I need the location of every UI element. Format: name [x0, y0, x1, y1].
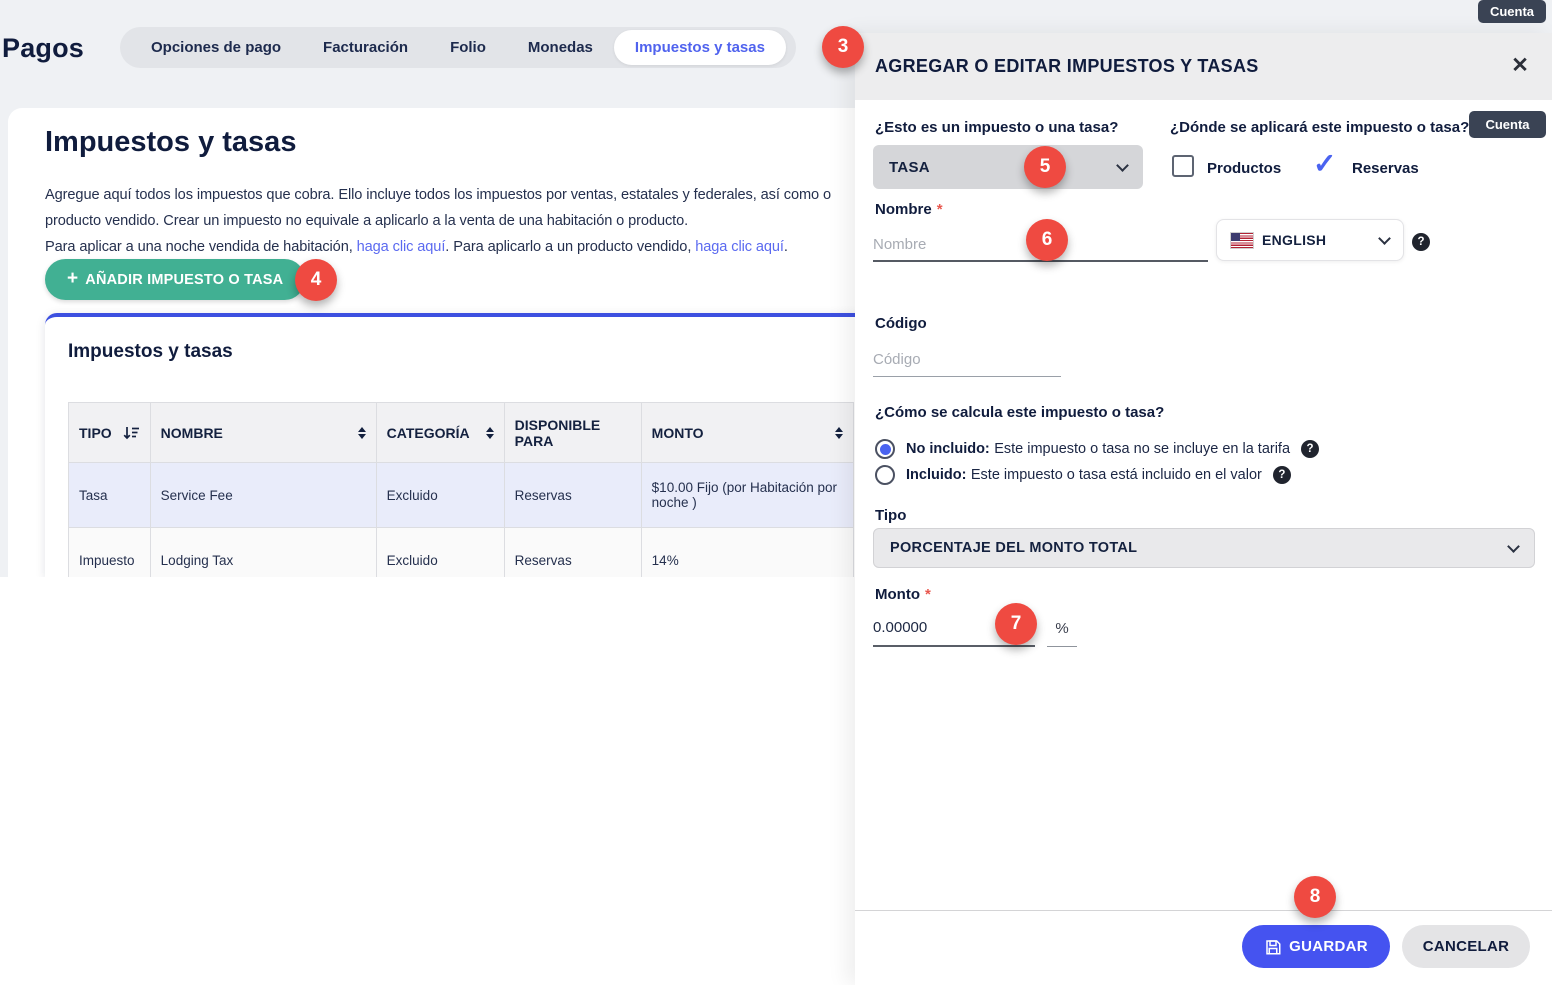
plus-icon: + [67, 267, 79, 289]
tab-facturacion[interactable]: Facturación [323, 39, 409, 56]
annotation-badge-5: 5 [1024, 146, 1066, 188]
cell-categoria: Excluido [376, 463, 504, 528]
save-icon [1264, 938, 1282, 956]
reservas-checkbox-label[interactable]: Reservas [1352, 160, 1419, 177]
question-type-label: ¿Esto es un impuesto o una tasa? [875, 119, 1119, 136]
cell-tipo: Impuesto [69, 528, 151, 578]
tab-bar [120, 27, 796, 68]
reservas-check-icon[interactable]: ✓ [1313, 148, 1337, 179]
radio-row-incluido [875, 465, 1291, 485]
help-icon[interactable]: ? [1273, 466, 1291, 484]
type-select-value: TASA [889, 158, 930, 176]
codigo-field-wrap [873, 343, 1061, 377]
table-row[interactable] [69, 528, 854, 578]
cell-tipo: Tasa [69, 463, 151, 528]
help-icon[interactable]: ? [1301, 440, 1319, 458]
tipo-select[interactable] [873, 528, 1535, 568]
column-header-monto[interactable] [641, 403, 853, 463]
language-select[interactable] [1216, 219, 1404, 261]
nombre-label [875, 201, 943, 218]
save-button[interactable] [1242, 925, 1390, 968]
page-heading: Impuestos y tasas [45, 126, 297, 158]
cell-disponible: Reservas [504, 463, 641, 528]
annotation-badge-7: 7 [995, 603, 1037, 645]
column-header-categoria[interactable] [376, 403, 504, 463]
productos-checkbox-label[interactable]: Productos [1207, 160, 1282, 177]
column-header-nombre-label: NOMBRE [160, 424, 223, 441]
cell-monto: $10.00 Fijo (por Habitación por noche ) [641, 463, 853, 528]
panel-title: AGREGAR O EDITAR IMPUESTOS Y TASAS [875, 56, 1259, 76]
tab-folio[interactable]: Folio [450, 39, 486, 56]
annotation-badge-8: 8 [1294, 876, 1336, 918]
footer-divider [855, 910, 1552, 911]
add-tax-button[interactable] [45, 259, 305, 300]
language-select-value: ENGLISH [1262, 232, 1327, 248]
productos-checkbox[interactable] [1172, 155, 1194, 177]
no-incluido-desc: Este impuesto o tasa no se incluye en la tarifa [994, 441, 1291, 457]
save-button-label: GUARDAR [1289, 938, 1368, 955]
percent-suffix: % [1047, 620, 1077, 647]
no-incluido-bold: No incluido: [906, 441, 990, 457]
taxes-table [68, 402, 854, 577]
annotation-badge-4: 4 [295, 259, 337, 301]
monto-label [875, 586, 931, 603]
tab-monedas[interactable]: Monedas [527, 39, 593, 56]
description-line-3-text-2: . Para aplicarlo a un producto vendido, [445, 239, 696, 255]
cancel-button-label: CANCELAR [1422, 938, 1510, 955]
table-header-row [69, 403, 854, 463]
column-header-monto-label: MONTO [651, 424, 704, 441]
description-line-3-text-3: . [783, 239, 788, 255]
question-where-label: ¿Dónde se aplicará este impuesto o tasa? [1170, 119, 1470, 136]
chevron-down-icon [1116, 159, 1129, 172]
description-line-3-text-1: Para aplicar a una noche vendida de habitación, [45, 239, 357, 255]
panel-header [855, 33, 1552, 100]
column-header-tipo-label: TIPO [79, 424, 112, 441]
description-line-2: producto vendido. Crear un impuesto no equivale a aplicarlo a la venta de una habitación o producto. [45, 213, 689, 229]
description-line-1: Agregue aquí todos los impuestos que cobra. Ello incluye todos los impuestos por ventas, estatales y federales, así como o [45, 187, 832, 203]
sort-toggle-icon [358, 427, 366, 439]
sort-amount-icon [123, 425, 140, 441]
radio-row-no-incluido [875, 439, 1319, 459]
cell-nombre: Service Fee [150, 463, 376, 528]
table-row[interactable] [69, 463, 854, 528]
incluido-bold: Incluido: [906, 467, 967, 483]
column-header-nombre[interactable] [150, 403, 376, 463]
type-select[interactable] [873, 145, 1143, 189]
page-title: Pagos [2, 33, 85, 63]
description-text [45, 182, 831, 260]
cuenta-tooltip: Cuenta [1478, 0, 1546, 23]
close-icon[interactable]: ✕ [1511, 53, 1529, 77]
monto-label-text: Monto [875, 586, 920, 603]
annotation-badge-6: 6 [1026, 219, 1068, 261]
column-header-categoria-label: CATEGORÍA [386, 424, 470, 441]
cell-categoria: Excluido [376, 528, 504, 578]
chevron-down-icon [1507, 540, 1520, 553]
edit-tax-panel [855, 33, 1552, 985]
nombre-label-text: Nombre [875, 201, 932, 218]
incluido-text [906, 466, 1262, 484]
required-asterisk: * [936, 201, 943, 218]
tab-opciones-de-pago[interactable]: Opciones de pago [151, 39, 282, 56]
card-title: Impuestos y tasas [68, 341, 233, 362]
codigo-label: Código [875, 315, 927, 332]
us-flag-icon [1231, 233, 1253, 248]
cell-nombre: Lodging Tax [150, 528, 376, 578]
cancel-button[interactable] [1402, 925, 1530, 968]
link-aplicar-producto[interactable]: haga clic aquí [695, 239, 784, 255]
annotation-badge-3: 3 [822, 26, 864, 68]
cell-monto: 14% [641, 528, 853, 578]
tab-impuestos-y-tasas[interactable]: Impuestos y tasas [614, 30, 786, 65]
no-incluido-radio[interactable] [875, 439, 895, 459]
tipo-select-value: PORCENTAJE DEL MONTO TOTAL [890, 540, 1138, 556]
sort-toggle-icon [835, 427, 843, 439]
column-header-disponible[interactable] [504, 403, 641, 463]
cuenta-tooltip: Cuenta [1469, 111, 1546, 138]
incluido-radio[interactable] [875, 465, 895, 485]
help-icon[interactable]: ? [1412, 233, 1430, 251]
add-tax-button-label: AÑADIR IMPUESTO O TASA [85, 271, 284, 288]
chevron-down-icon [1378, 232, 1391, 245]
question-calc-label: ¿Cómo se calcula este impuesto o tasa? [875, 404, 1165, 421]
link-aplicar-habitacion[interactable]: haga clic aquí [356, 239, 446, 255]
column-header-disponible-label: DISPONIBLE PARA [514, 416, 601, 449]
codigo-input[interactable] [873, 343, 1061, 375]
description-line-3 [45, 234, 831, 260]
column-header-tipo[interactable] [69, 403, 151, 463]
tipo-label: Tipo [875, 507, 907, 524]
no-incluido-text [906, 440, 1290, 458]
sort-toggle-icon [486, 427, 494, 439]
incluido-desc: Este impuesto o tasa está incluido en el valor [970, 467, 1262, 483]
required-asterisk: * [924, 586, 931, 603]
cell-disponible: Reservas [504, 528, 641, 578]
monto-field-row [873, 611, 1077, 647]
